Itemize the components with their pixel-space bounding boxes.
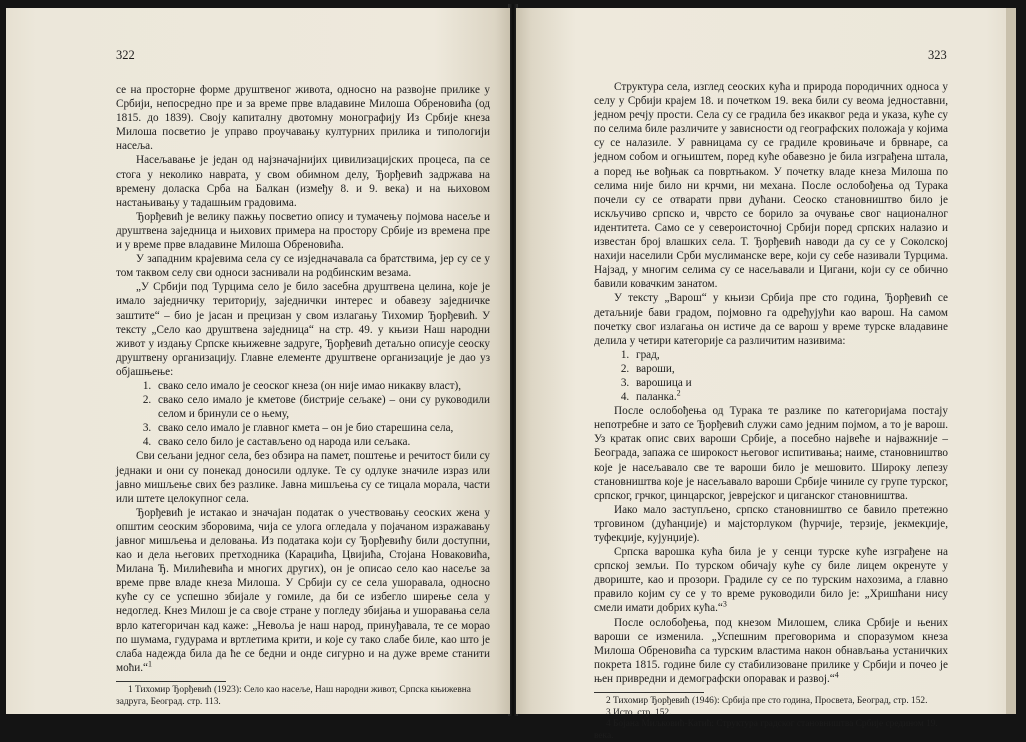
paragraph-text: Српска варошка кућа била је у сенци турске куће изграђене на српској земљи. По турском обичају куће су биле лицем окренуте у двориште, као и прозори. Градиле су се по турским нахозима, а главно правило којим су се у то време руководили било је: „Хришћани нису смели имати добрих кућа.“ [594,546,948,615]
footnote-divider [116,681,226,682]
footnote: 1 Тихомир Ђорђевић (1923): Село као насеље, Наш народни живот, Српска књижевна задруга, Београд. стр. 113. [116,684,471,707]
page-number: 322 [116,48,135,62]
right-page-text [594,80,948,742]
paragraph: „У Србији под Турцима село је било засебна друштвена целина, које је имало заједничку територију, заједнички интерес и обавезу заједничке заштите“ – био је јасан и прецизан у свом излагању Тихомир Ђорђевић. У тексту „Село као друштвена заједница“ на стр. 49. у књизи Наш народни живот у издању Српске књижевне задруге, Ђорђевић детаљно описује сеоску друштвену организацију. Главне елементе друштвене организације је дао уз објашњење: [116,281,490,378]
paragraph-text: После ослобођења, под кнезом Милошем, слика Србије и њених вароши се изменила. „Успешним преговорима и споразумом кнеза Милоша Обреновића са турским властима након обнављања устаничких покрета 1815. године биле су стабилизоване прилике у Србији и почео је њен привредни и демографски опоравак и развој.“ [594,616,948,685]
left-page-text [116,83,490,708]
footnote-ref: 1 [148,659,153,669]
footnote-ref: 4 [834,670,839,680]
right-page [516,8,1016,741]
list-item: 1. град, [632,348,948,362]
town-category-list [594,348,948,404]
list-item [632,390,948,404]
paragraph: У западним крајевима села су се изједначавала са братствима, јер су се у том таквом селу сви односи заснивали на родбинским везама. [116,253,490,280]
paragraph: Структура села, изглед сеоских кућа и природа породичних односа у селу у Србији крајем 18. и почетком 19. века били су веома једноставни, једном речју прости. Села су се градила без икаквог реда и указа, куће су по селима биле различите у зависности од географских положаја у којима су се налазиле. У равницама су се градиле кровињаче и брвнаре, са једном собом и огњиштем, поред куће обавезно је била изграђена штала, а поред ње вођњак са повртњаком. У почетку владе кнеза Милоша по селима није било ни крчми, ни механа. После ослобођења од Турака почели су се отварати први дућани. Сеоско становништво било је искључиво српско и, чврсто се борило за очување свог националног идентитета. Само се у североисточној Србији поред српских налазио и известан број влашких села. Т. Ђорђевић наводи да су се у Соколској нахији населили Срби муслиманске вере, који су себе називали Турцима. Најзад, у многим селима су се насељавали и Цигани, који су се обично бавили ковачким занатом. [594,81,948,291]
paragraph: Насељавање је један од најзначајнијих цивилизацијских процеса, па се стога у неколико наврата, у свом обимном делу, Ђорђевић задржава на времену доласка Срба на Балкан (између 8. и 9. века) и на њиховом настањивању у тадашњим градовима. [116,154,490,209]
list-item-text: паланка. [636,391,677,404]
list-item: 3. свако село имало је главног кмета – он је био старешина села, [154,421,490,435]
footnote: 4 Бојана Миљковић-Катић: Структура градског становништва Србије средином 19. века. [594,719,938,741]
paragraph [594,545,948,615]
paragraph: се на просторне форме друштвеног живота, односно на развојне прилике у Србији, непосредно пре и за време прве владавине Милоша Обреновића (од 1815. до 1839). Своју капиталну двотомну монографију Из Србије кнеза Милоша посветио је управо проучавању културних прилика и типологији насеља. [116,84,490,153]
left-page [6,8,510,714]
paragraph: После ослобођења од Турака те разлике по категоријама постају непотребне и зато се Ђорђевић служи само једним појмом, а то је варош. Уз кратак опис свих вароши Србије, а посебно највеће и најважније – Београда, запажа се широкост његовог испитивања; наиме, становништво које је насељавало све те вароши било је мешовито. Широку лепезу становништва које је насељавало вароши Србије чиниле су групе турског, српског, грчког, цинцарског, јеврејског и циганског становништва. [594,405,948,502]
paragraph [594,616,948,686]
footnotes [116,685,490,708]
footnote-ref: 3 [722,599,727,609]
list-item: 4. свако село било је састављено од народа или сељака. [154,435,490,449]
paragraph: У тексту „Варош“ у књизи Србија пре сто година, Ђорђевић се детаљније бави градом, појмовно га одређујући као варош. На самом почетку свог излагања он истиче да се варош у време турске владавине делила у четири категорије са различитим називима: [594,292,948,347]
footnotes [594,696,948,742]
list-item: 2. свако село имало је кметове (бистрије сељаке) – они су руководили селом и бринули се о њему, [154,393,490,421]
footnote: 3 Исто, стр. 152. [606,707,672,718]
list-item: 2. вароши, [632,362,948,376]
paragraph-text: Ђорђевић је истакао и значајан податак о учествовању сеоских жена у општим сеоским зборовима, чија се улога огледала у појачаном изражавању јавног мишљења и деловања. Из података који су Ђорђевићу били доступни, као и дела његових претходника (Караџића, Цвијића, Стојана Новаковића, Милана Ђ. Милићевића и многих других), он је описао село као насеље за време прве владе кнеза Милоша. У Србији су се села ушоравала, односно куће су се успешно збијале у гомиле, да би се избегло ширење села у недоглед. Кнез Милош је са своје стране у погледу збијања и ушоравања села врло категоричан кад каже: „Невоља је наш народ, принуђавала, те се морао по шумама, гудурама и вртлетима крити, и које су тако слабе биле, као што је слаба надежда била да ће се бедни и онде сигурно и на дуже време станити моћи.“ [116,506,490,674]
organization-list [116,379,490,449]
page-number: 323 [928,48,947,62]
paragraph: Ђорђевић је велику пажњу посветио опису и тумачењу појмова насеље и друштвена заједница и њихових примера на простору Србије из времена пре и у време прве владавине Милоша Обреновића. [116,210,490,252]
paragraph: Сви сељани једног села, без обзира на памет, поштење и речитост били су једнаки и они су понекад доносили одлуке. Те су одлуке значиле израз или јавно мишљење свих без разлике. Јавна мишљења су се тицала морала, части или штете целокупног села. [116,450,490,505]
paragraph: Иако мало заступљено, српско становништво се бавило претежно трговином (дућанџије) и мајсторлуком (ћурчије, терзије, јекмекџије, туфекџије, кујунџије). [594,503,948,544]
paragraph [116,506,490,675]
list-item: 1. свако село имало је сеоског кнеза (он није имао никакву власт), [154,379,490,393]
footnote: 2 Тихомир Ђорђевић (1946): Србија пре сто година, Просвета, Београд, стр. 152. [606,696,928,707]
list-item: 3. варошица и [632,376,948,390]
footnote-divider [594,692,704,693]
footnote-ref: 2 [676,388,681,398]
page-stack-edge [1006,8,1016,714]
